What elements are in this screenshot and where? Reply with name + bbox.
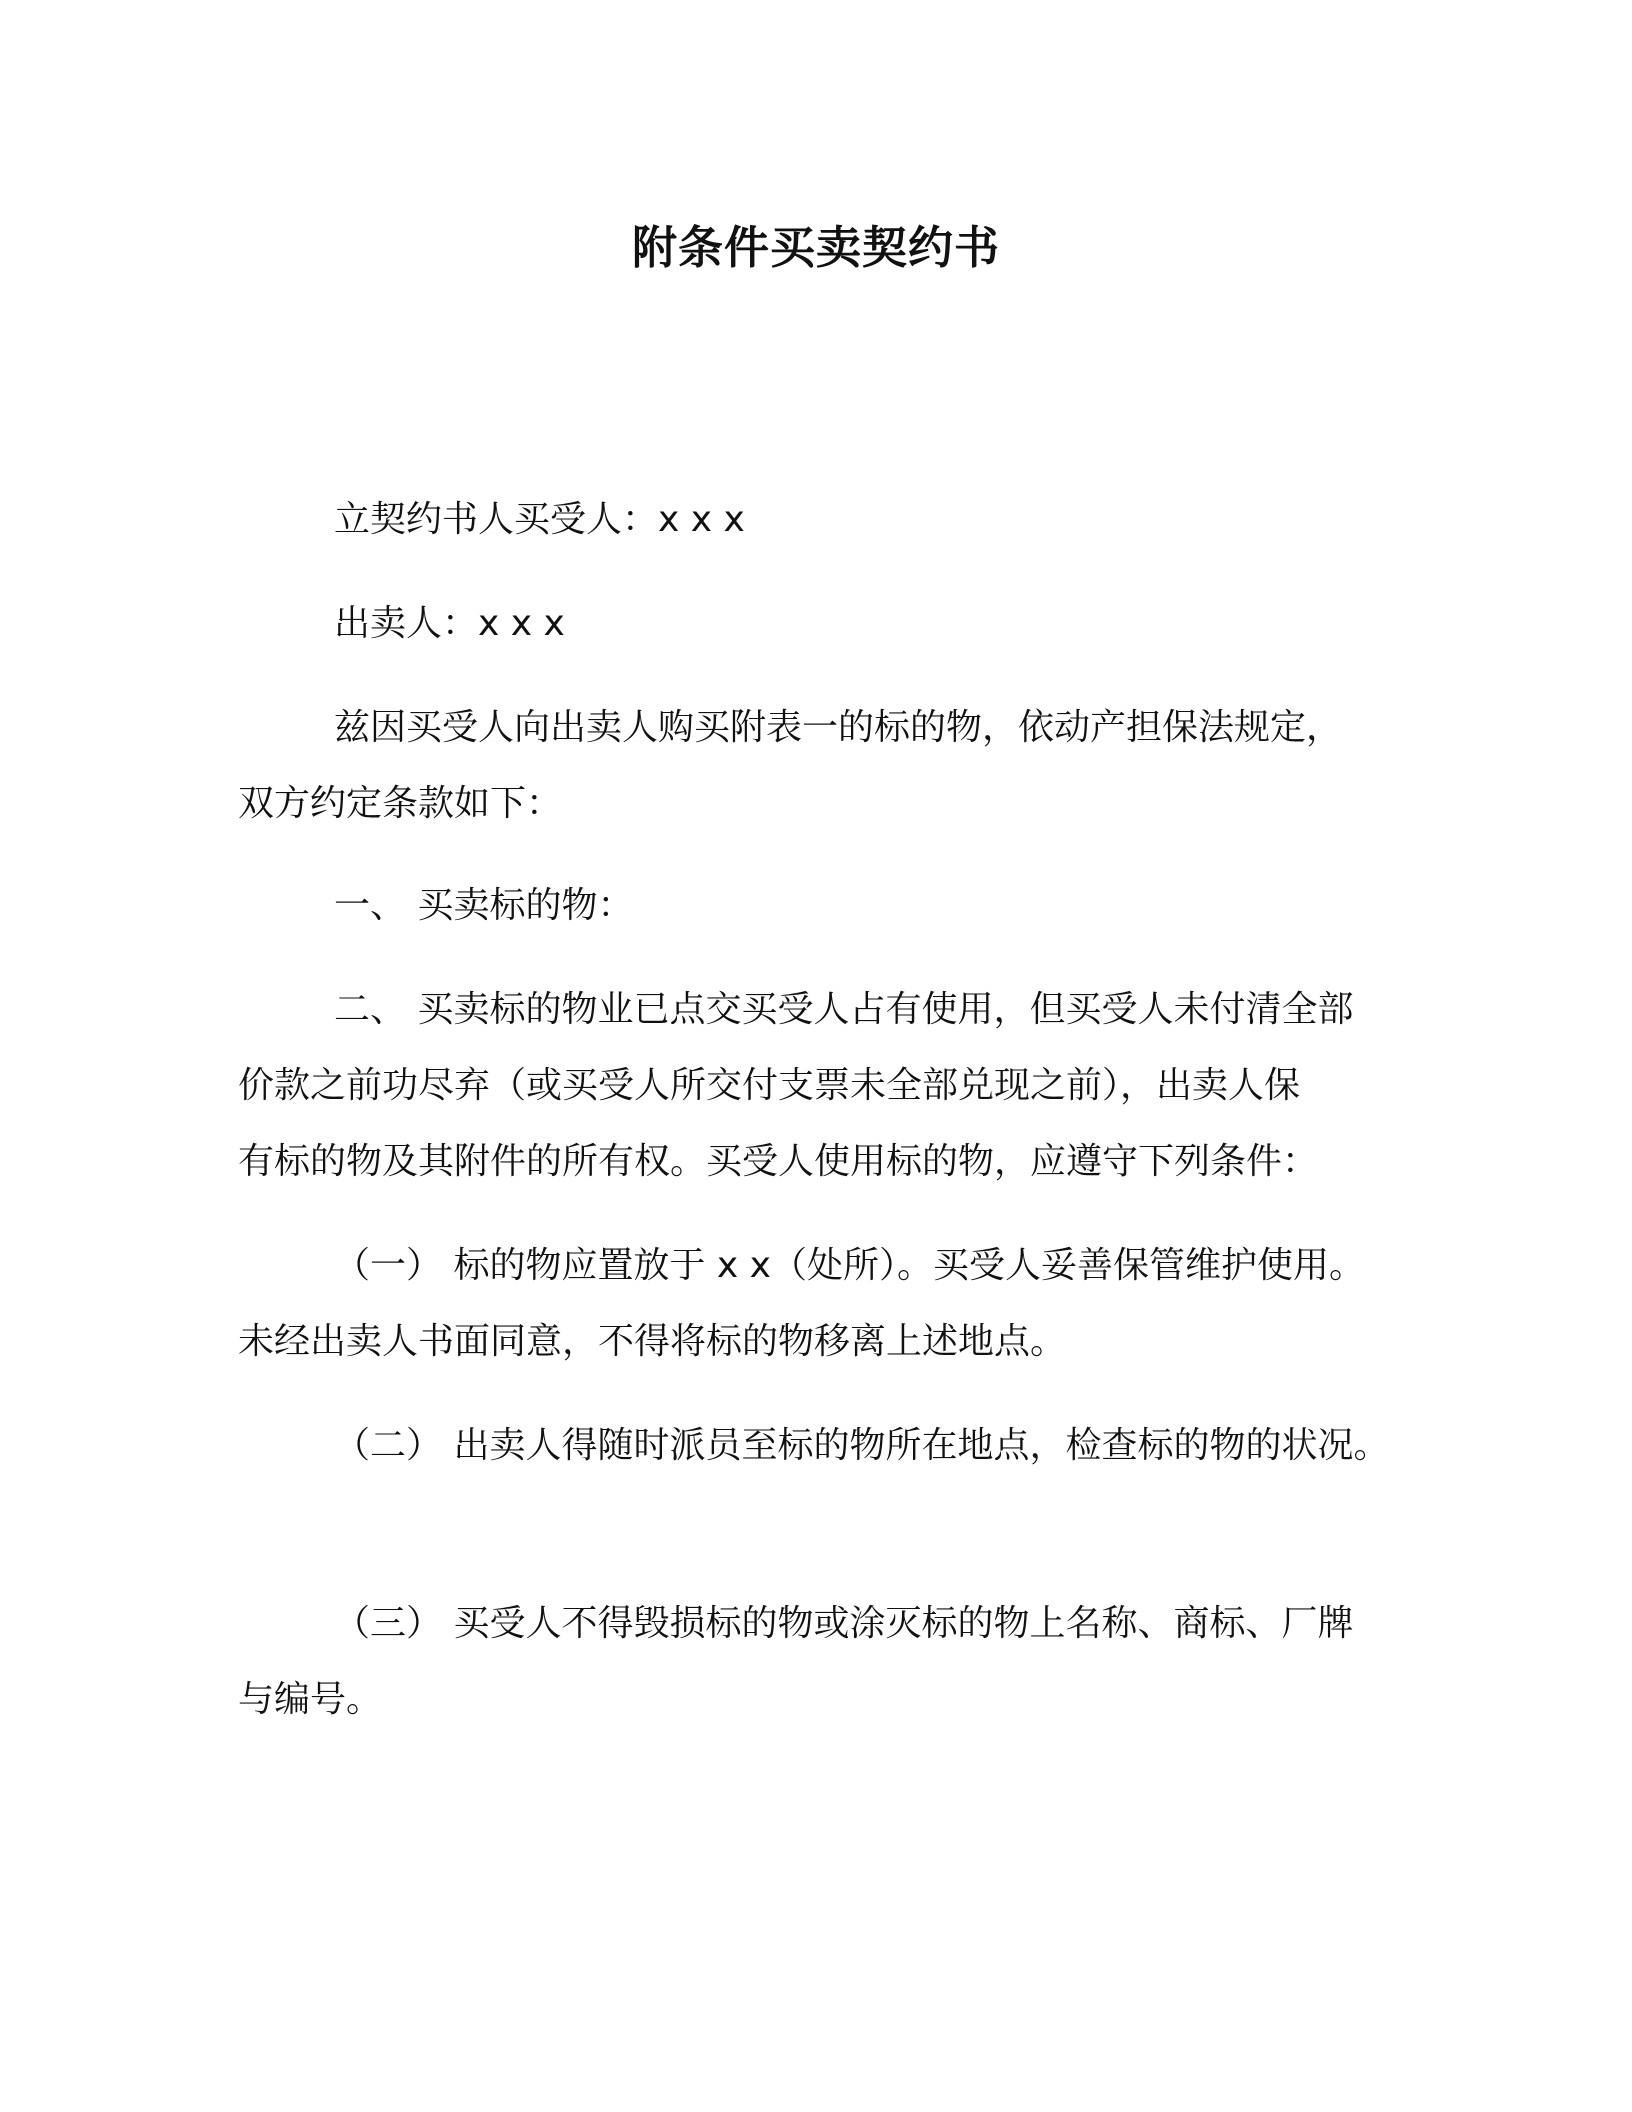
party-buyer-line: 立契约书人买受人：x x x (334, 499, 745, 540)
clause-1-line: 一、 买卖标的物： (334, 885, 634, 926)
subclause-3-line-2: 与编号。 (238, 1679, 383, 1720)
subclause-3-line-1: （三） 买受人不得毁损标的物或涂灭标的物上名称、商标、厂牌 (334, 1603, 1354, 1644)
subclause-1-line-2: 未经出卖人书面同意，不得将标的物移离上述地点。 (238, 1321, 1067, 1362)
party-seller-line: 出卖人：x x x (334, 603, 565, 644)
document-title: 附条件买卖契约书 (631, 221, 1000, 274)
preamble-line-1: 兹因买受人向出卖人购买附表一的标的物，依动产担保法规定， (334, 707, 1343, 748)
preamble-line-2: 双方约定条款如下： (238, 783, 563, 824)
clause-2-line-3: 有标的物及其附件的所有权。买受人使用标的物，应遵守下列条件： (238, 1141, 1319, 1182)
subclause-1-line-1: （一） 标的物应置放于 x x（处所）。买受人妥善保管维护使用。 (334, 1245, 1365, 1286)
clause-2-line-2: 价款之前功尽弃（或买受人所交付支票未全部兑现之前），出卖人保 (238, 1065, 1301, 1106)
clause-2-line-1: 二、 买卖标的物业已点交买受人占有使用，但买受人未付清全部 (334, 989, 1354, 1030)
subclause-2-line: （二） 出卖人得随时派员至标的物所在地点，检查标的物的状况。 (334, 1425, 1390, 1466)
